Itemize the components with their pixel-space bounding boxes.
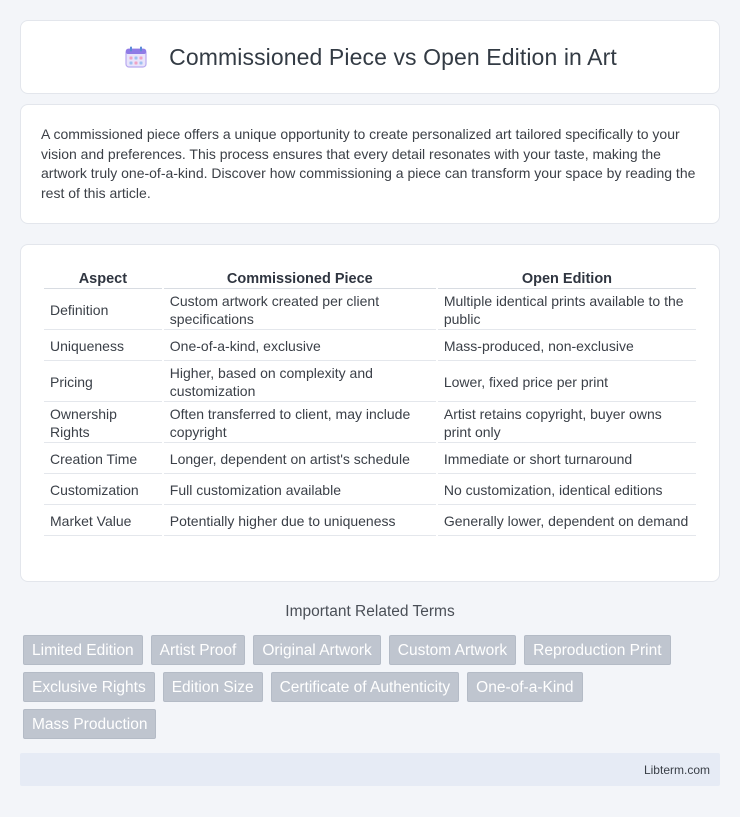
row-open-edition-cell: Generally lower, dependent on demand — [438, 507, 696, 536]
footer — [20, 753, 720, 786]
row-commissioned-cell: Custom artwork created per client specifications — [164, 291, 436, 330]
table-row — [44, 476, 696, 505]
table-row — [44, 445, 696, 474]
row-aspect-cell: Market Value — [44, 507, 162, 536]
column-header-aspect: Aspect — [44, 267, 162, 289]
calendar-icon — [123, 44, 149, 70]
term-tag[interactable]: Artist Proof — [151, 635, 246, 665]
term-tag[interactable]: Certificate of Authenticity — [271, 672, 460, 702]
table-row — [44, 291, 696, 330]
row-commissioned-cell: Full customization available — [164, 476, 436, 505]
row-aspect-cell: Creation Time — [44, 445, 162, 474]
row-commissioned-cell: One-of-a-kind, exclusive — [164, 332, 436, 361]
row-commissioned-cell: Higher, based on complexity and customization — [164, 363, 436, 402]
footer-site-link[interactable]: Libterm.com — [643, 762, 710, 777]
header — [123, 44, 617, 71]
term-tag[interactable]: Exclusive Rights — [23, 672, 155, 702]
row-open-edition-cell: Immediate or short turnaround — [438, 445, 696, 474]
table-row — [44, 507, 696, 536]
table-row — [44, 363, 696, 402]
comparison-table-card — [20, 244, 720, 582]
related-terms-list — [23, 635, 723, 739]
comparison-table — [42, 265, 698, 538]
table-row — [44, 404, 696, 443]
term-tag[interactable]: One-of-a-Kind — [467, 672, 582, 702]
related-terms-title: Important Related Terms — [285, 603, 455, 620]
header-card — [20, 20, 720, 94]
row-open-edition-cell: Mass-produced, non-exclusive — [438, 332, 696, 361]
table-row — [44, 332, 696, 361]
term-tag[interactable]: Limited Edition — [23, 635, 143, 665]
column-header-open-edition: Open Edition — [438, 267, 696, 289]
row-open-edition-cell: Artist retains copyright, buyer owns print only — [438, 404, 696, 443]
term-tag[interactable]: Mass Production — [23, 709, 156, 739]
row-aspect-cell: Pricing — [44, 363, 162, 402]
table-header-row — [44, 267, 696, 289]
row-commissioned-cell: Potentially higher due to uniqueness — [164, 507, 436, 536]
term-tag[interactable]: Custom Artwork — [389, 635, 516, 665]
intro-card — [20, 104, 720, 224]
row-commissioned-cell: Often transferred to client, may include copyright — [164, 404, 436, 443]
term-tag[interactable]: Original Artwork — [253, 635, 380, 665]
row-aspect-cell: Ownership Rights — [44, 404, 162, 443]
row-open-edition-cell: Lower, fixed price per print — [438, 363, 696, 402]
row-commissioned-cell: Longer, dependent on artist's schedule — [164, 445, 436, 474]
row-open-edition-cell: Multiple identical prints available to the public — [438, 291, 696, 330]
term-tag[interactable]: Reproduction Print — [524, 635, 670, 665]
row-aspect-cell: Definition — [44, 291, 162, 330]
term-tag[interactable]: Edition Size — [163, 672, 263, 702]
intro-text: A commissioned piece offers a unique opportunity to create personalized art tailored specifically to your vision and preferences. This process ensures that every detail resonates with your taste, making the artwork truly one-of-a-kind. Discover how commissioning a piece can transform your space by reading the rest of this article. — [41, 126, 696, 201]
row-aspect-cell: Uniqueness — [44, 332, 162, 361]
page-title: Commissioned Piece vs Open Edition in Art — [169, 43, 617, 70]
row-open-edition-cell: No customization, identical editions — [438, 476, 696, 505]
row-aspect-cell: Customization — [44, 476, 162, 505]
column-header-commissioned: Commissioned Piece — [164, 267, 436, 289]
